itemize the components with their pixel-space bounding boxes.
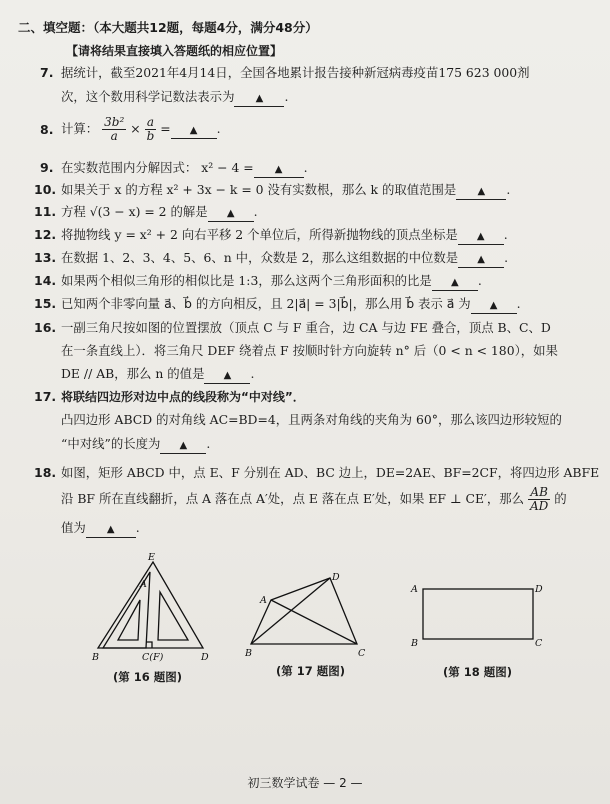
question-number: 7. (40, 65, 54, 80)
answer-blank[interactable] (458, 253, 504, 268)
question-text-part: 在实数范围内分解因式： x² − 4 = (61, 160, 254, 175)
fraction-denominator: AD (530, 499, 549, 513)
question-number: 17. (34, 389, 57, 404)
answer-blank[interactable] (456, 185, 506, 200)
blank-triangle-icon: ▲ (223, 370, 232, 381)
question-text-part: 将抛物线 y = x² + 2 向右平移 2 个单位后，所得新抛物线的顶点坐标是 (61, 227, 458, 242)
question-text-part: 如果两个相似三角形的相似比是 1:3，那么这两个三角形面积的比是 (61, 273, 432, 288)
question-number: 8. (40, 122, 54, 137)
fraction (102, 116, 126, 143)
blank-triangle-icon: ▲ (477, 186, 486, 197)
question-text-part: 已知两个非零向量 a⃗、b⃗ 的方向相反，且 2|a⃗| = 3|b⃗|，那么用 b⃗ 表示 a⃗ 为 (61, 296, 471, 311)
diagonal-ac (271, 600, 357, 644)
question-number: 16. (34, 320, 57, 335)
section-title: 二、填空题：（本大题共12题，每题4分，满分48分） (18, 20, 318, 35)
fraction-denominator: a (110, 129, 118, 143)
label-d: D (332, 572, 340, 583)
question-number: 14. (34, 273, 57, 288)
fraction (145, 116, 157, 143)
question-text: 值为 ▲ . (61, 520, 140, 538)
question-text: “中对线”的长度为 ▲ . (61, 436, 210, 454)
answer-blank[interactable] (208, 207, 254, 222)
label-a: A (260, 595, 267, 606)
label-c: C (358, 648, 366, 659)
figure-16 (88, 552, 218, 662)
question-text-part: 的 (554, 491, 567, 506)
answer-blank[interactable] (160, 439, 206, 454)
question-text: 在一条直线上）．将三角尺 DEF 绕着点 F 按顺时针方向旋转 n° 后（0 < n < 180），如果 (61, 343, 558, 358)
label-a: A (140, 579, 147, 590)
label-b: B (245, 648, 252, 659)
question-number: 15. (34, 296, 57, 311)
answer-blank[interactable] (432, 276, 478, 291)
triangle-def (98, 562, 203, 648)
fraction-numerator: 3b² (104, 115, 125, 129)
times-symbol: × (130, 121, 141, 136)
question-text: 将抛物线 y = x² + 2 向右平移 2 个单位后，所得新抛物线的顶点坐标是 ▲ . (61, 227, 508, 245)
section-instruction: 【请将结果直接填入答题纸的相应位置】 (66, 44, 283, 58)
answer-blank[interactable] (234, 92, 284, 107)
label-e: E (148, 552, 155, 563)
label-a: A (411, 584, 418, 595)
figure-17 (245, 568, 370, 663)
answer-blank[interactable] (171, 124, 217, 139)
question-number: 11. (34, 204, 57, 219)
answer-blank[interactable] (86, 523, 136, 538)
question-text: 如果关于 x 的方程 x² + 3x − k = 0 没有实数根，那么 k 的取值范围是 ▲ . (61, 182, 510, 200)
question-text-part: 方程 √(3 − x) = 2 的解是 (61, 204, 208, 219)
question-text-part: 沿 BF 所在直线翻折，点 A 落在点 A′处，点 E 落在点 E′处，如果 EF ⊥ CE′，那么 (61, 491, 525, 506)
question-text: 如果两个相似三角形的相似比是 1:3，那么这两个三角形面积的比是 ▲ . (61, 273, 482, 291)
inner-cutout-right (158, 592, 188, 640)
figure-16-caption: (第 16 题图) (113, 670, 183, 684)
question-text: 在实数范围内分解因式： x² − 4 = ▲ . (61, 160, 308, 178)
fraction-numerator: a (145, 116, 157, 130)
figure-18 (405, 580, 545, 650)
label-b: B (411, 638, 418, 649)
blank-triangle-icon: ▲ (489, 300, 498, 311)
question-number: 12. (34, 227, 57, 242)
question-text-part: DE // AB，那么 n 的值是 (61, 366, 205, 381)
label-c: C (535, 638, 543, 649)
label-b: B (92, 652, 99, 662)
question-text: 已知两个非零向量 a⃗、b⃗ 的方向相反，且 2|a⃗| = 3|b⃗|，那么用 b⃗ 表示 a⃗ 为 ▲ . (61, 296, 521, 314)
question-text: 据统计，截至2021年4月14日，全国各地累计报告接种新冠病毒疫苗175 623 000剂 (61, 65, 530, 80)
figure-18-caption: (第 18 题图) (443, 665, 513, 679)
rectangle-abcd (423, 589, 533, 639)
question-text: 方程 √(3 − x) = 2 的解是 ▲ . (61, 204, 258, 222)
fraction-numerator: AB (528, 486, 550, 500)
question-text: 计算： $\frac{\text{3b²}}{a}$ × $\frac{a}{b}$ = ▲ . (61, 115, 221, 143)
equals-symbol: = (160, 121, 171, 136)
question-number: 18. (34, 465, 57, 480)
question-text: 在数据 1、2、3、4、5、6、n 中，众数是 2，那么这组数据的中位数是 ▲ . (61, 250, 508, 268)
question-text: 次，这个数用科学记数法表示为 ▲ . (61, 89, 288, 107)
fraction-denominator: b (146, 129, 155, 143)
question-text: DE // AB，那么 n 的值是 ▲ . (61, 366, 254, 384)
question-text-part: 次，这个数用科学记数法表示为 (61, 89, 235, 104)
blank-triangle-icon: ▲ (106, 524, 115, 535)
page-footer: 初三数学试卷 — 2 — (247, 776, 363, 790)
question-text: 凸四边形 ABCD 的对角线 AC=BD=4，且两条对角线的夹角为 60°，那么该四边形较短的 (61, 412, 562, 427)
blank-triangle-icon: ▲ (477, 254, 485, 265)
answer-blank[interactable] (254, 163, 304, 178)
question-number: 10. (34, 182, 57, 197)
blank-triangle-icon: ▲ (179, 440, 188, 451)
answer-blank[interactable] (458, 230, 504, 245)
question-text: 如图，矩形 ABCD 中，点 E、F 分别在 AD、BC 边上，DE=2AE、BF=2CF，将四边形 ABFE (61, 465, 600, 480)
question-text-part: 如果关于 x 的方程 x² + 3x − k = 0 没有实数根，那么 k 的取值范围是 (61, 182, 457, 197)
question-text-part: 值为 (61, 520, 86, 535)
answer-blank[interactable] (471, 299, 517, 314)
question-text (61, 484, 567, 514)
blank-triangle-icon: ▲ (226, 208, 235, 219)
blank-triangle-icon: ▲ (255, 93, 264, 104)
blank-triangle-icon: ▲ (189, 125, 198, 136)
question-number: 13. (34, 250, 57, 265)
blank-triangle-icon: ▲ (476, 231, 485, 242)
blank-triangle-icon: ▲ (450, 277, 459, 288)
diagonal-bd (251, 578, 330, 644)
question-number: 9. (40, 160, 54, 175)
fraction (528, 486, 550, 513)
figure-17-caption: (第 17 题图) (276, 664, 346, 678)
label-cf: C(F) (142, 652, 164, 662)
question-text: 一副三角尺按如图的位置摆放（顶点 C 与 F 重合，边 CA 与边 FE 叠合，顶点 B、C、D (61, 320, 551, 335)
question-text-part: “中对线”的长度为 (61, 436, 161, 451)
question-text-part: 在数据 1、2、3、4、5、6、n 中，众数是 2，那么这组数据的中位数是 (61, 250, 459, 265)
quadrilateral-abcd (251, 578, 357, 644)
answer-blank[interactable] (204, 369, 250, 384)
question-text: 将联结四边形对边中点的线段称为“中对线”． (61, 390, 305, 404)
label-d: D (535, 584, 543, 595)
blank-triangle-icon: ▲ (274, 164, 283, 175)
label-d: D (201, 652, 209, 662)
question-text-part: 计算： (61, 121, 99, 136)
